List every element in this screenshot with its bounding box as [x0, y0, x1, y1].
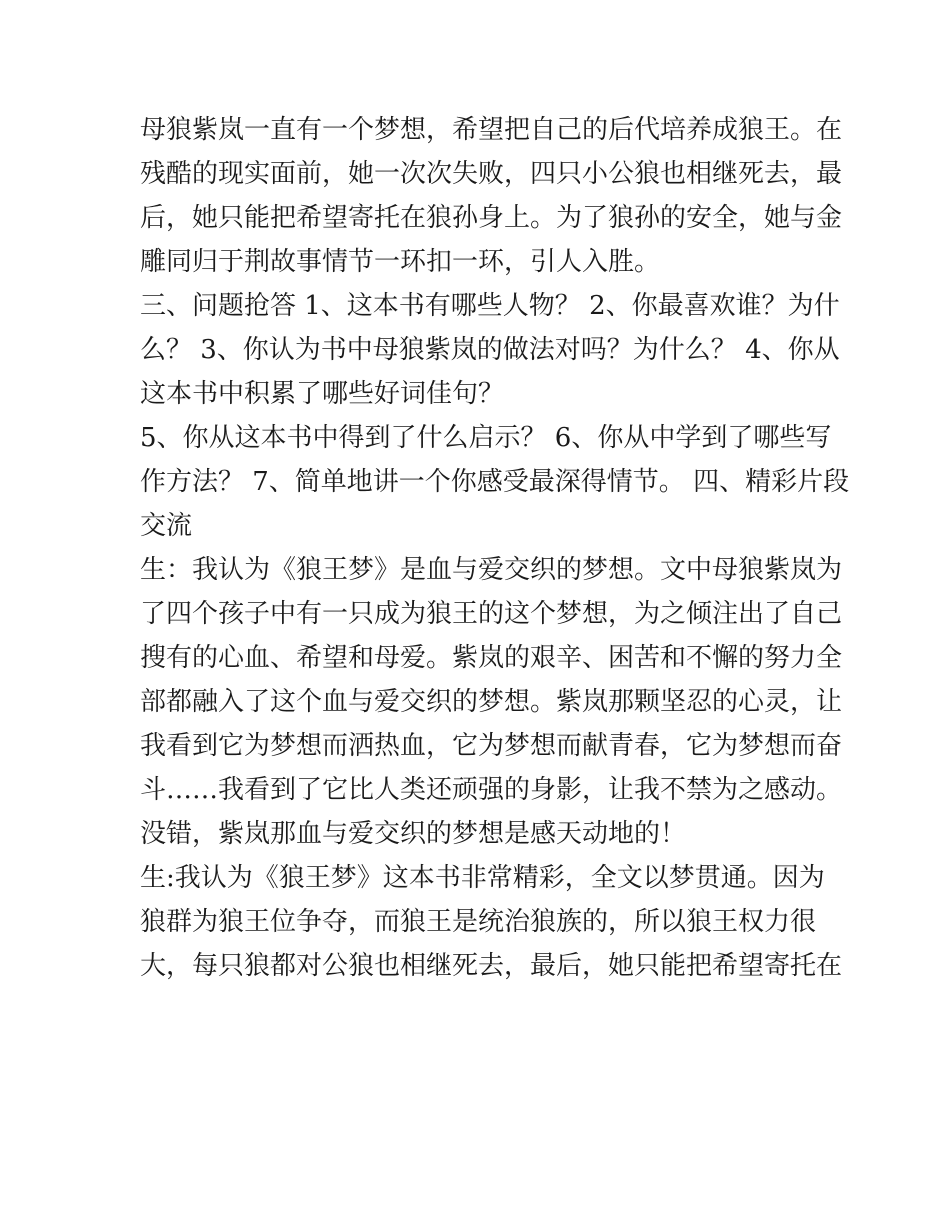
text-line: 残酷的现实面前，她一次次失败，四只小公狼也相继死去，最	[140, 159, 843, 189]
text-line: 狼群为狼王位争夺，而狼王是统治狼族的，所以狼王权力很	[140, 907, 817, 937]
text-line: 三、问题抢答 1、这本书有哪些人物？ 2、你最喜欢谁？为什	[140, 291, 840, 321]
text-line: 后，她只能把希望寄托在狼孙身上。为了狼孙的安全，她与金	[140, 203, 843, 233]
text-line: 母狼紫岚一直有一个梦想，希望把自己的后代培养成狼王。在	[140, 115, 843, 145]
text-line: 作方法？ 7、简单地讲一个你感受最深得情节。 四、精彩片段	[140, 467, 850, 497]
text-line: 了四个孩子中有一只成为狼王的这个梦想，为之倾注出了自己	[140, 599, 843, 629]
text-line: 大，每只狼都对公狼也相继死去，最后，她只能把希望寄托在	[140, 951, 843, 981]
text-line: 搜有的心血、希望和母爱。紫岚的艰辛、困苦和不懈的努力全	[140, 643, 843, 673]
text-line: 生:我认为《狼王梦》这本书非常精彩，全文以梦贯通。因为	[140, 863, 825, 893]
text-line: 这本书中积累了哪些好词佳句？	[140, 379, 505, 409]
text-line: 没错，紫岚那血与爱交织的梦想是感天动地的！	[140, 819, 687, 849]
text-line: 生：我认为《狼王梦》是血与爱交织的梦想。文中母狼紫岚为	[140, 555, 843, 585]
text-line: 我看到它为梦想而洒热血，它为梦想而献青春，它为梦想而奋	[140, 731, 843, 761]
text-line: 部都融入了这个血与爱交织的梦想。紫岚那颗坚忍的心灵，让	[140, 687, 843, 717]
text-line: 5、你从这本书中得到了什么启示？ 6、你从中学到了哪些写	[140, 423, 832, 453]
document-body	[140, 108, 850, 988]
text-line: 交流	[140, 511, 193, 541]
text-line: 雕同归于荆故事情节一环扣一环，引人入胜。	[140, 247, 661, 277]
text-line: 斗……我看到了它比人类还顽强的身影，让我不禁为之感动。	[140, 775, 843, 805]
text-line: 么？ 3、你认为书中母狼紫岚的做法对吗？为什么？ 4、你从	[140, 335, 840, 365]
